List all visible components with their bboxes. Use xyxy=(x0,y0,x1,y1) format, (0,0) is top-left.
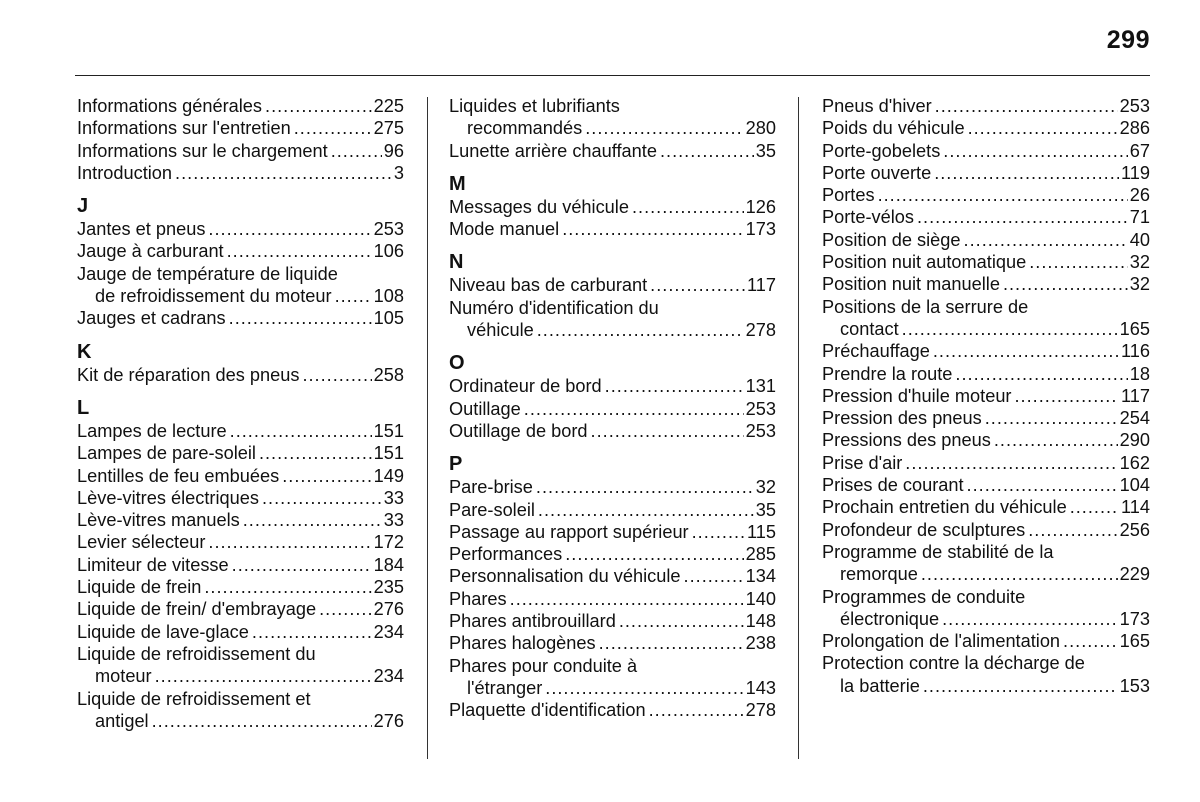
dot-leader xyxy=(660,140,754,162)
dot-leader xyxy=(985,407,1118,429)
index-page-ref: 33 xyxy=(383,510,404,531)
index-entry-text: Profondeur de sculptures xyxy=(822,519,1026,540)
index-entry xyxy=(77,307,404,329)
index-entry xyxy=(77,140,404,162)
index-entry-text: l'étranger xyxy=(467,677,543,698)
dot-leader xyxy=(1015,385,1120,407)
index-entry xyxy=(77,95,404,117)
index-entry xyxy=(822,652,1150,697)
index-page-ref: 278 xyxy=(745,700,776,721)
index-page-ref: 276 xyxy=(373,710,404,731)
index-entry-text: Porte ouverte xyxy=(822,162,932,183)
index-entry-text: Passage au rapport supérieur xyxy=(449,521,689,542)
index-column-3 xyxy=(822,95,1150,697)
index-entry-text: Lève-vitres manuels xyxy=(77,510,240,531)
index-entry xyxy=(449,521,776,543)
dot-leader xyxy=(302,364,371,386)
dot-leader xyxy=(942,608,1118,630)
dot-leader xyxy=(510,588,744,610)
dot-leader xyxy=(204,576,371,598)
index-entry-text: Préchauffage xyxy=(822,341,930,362)
index-entry xyxy=(77,465,404,487)
index-entry xyxy=(822,385,1150,407)
index-entry xyxy=(77,643,404,688)
index-entry xyxy=(822,229,1150,251)
dot-leader xyxy=(591,420,744,442)
dot-leader xyxy=(934,162,1119,184)
index-entry-text: Niveau bas de carburant xyxy=(449,275,648,296)
index-page-ref: 3 xyxy=(393,162,404,183)
index-entry xyxy=(449,610,776,632)
index-entry-text: Limiteur de vitesse xyxy=(77,554,229,575)
index-page-ref: 149 xyxy=(373,465,404,486)
dot-leader xyxy=(649,699,744,721)
index-page-ref: 71 xyxy=(1129,207,1150,228)
dot-leader xyxy=(243,509,382,531)
index-entry-text: Lentilles de feu embuées xyxy=(77,465,280,486)
index-entry-text: Pression d'huile moteur xyxy=(822,385,1012,406)
index-page-ref: 108 xyxy=(373,286,404,307)
dot-leader xyxy=(265,95,372,117)
index-entry-text: Pneus d'hiver xyxy=(822,96,932,116)
index-entry xyxy=(77,531,404,553)
index-entry-text: Jantes et pneus xyxy=(77,219,206,240)
index-entry xyxy=(77,487,404,509)
index-entry-text: Portes xyxy=(822,185,875,206)
index-column-1 xyxy=(77,95,404,732)
index-page-ref: 253 xyxy=(745,420,776,441)
index-page-ref: 173 xyxy=(1119,608,1150,629)
index-entry xyxy=(77,420,404,442)
index-entry-text: Lève-vitres électriques xyxy=(77,487,259,508)
index-page-ref: 140 xyxy=(745,588,776,609)
index-entry-text: Liquide de frein/ d'embrayage xyxy=(77,599,317,620)
dot-leader xyxy=(1063,630,1118,652)
index-entry xyxy=(822,363,1150,385)
index-page-ref: 276 xyxy=(373,599,404,620)
index-entry-text: contact xyxy=(840,318,899,339)
dot-leader xyxy=(335,285,372,307)
index-entry-text: Porte-gobelets xyxy=(822,140,941,161)
index-entry xyxy=(822,452,1150,474)
index-entry xyxy=(77,554,404,576)
index-entry-text: Prise d'air xyxy=(822,452,903,473)
dot-leader xyxy=(1003,273,1128,295)
dot-leader xyxy=(259,442,372,464)
index-page-ref: 254 xyxy=(1119,408,1150,429)
index-entry-text: Jauge à carburant xyxy=(77,241,224,262)
dot-leader xyxy=(599,632,744,654)
index-entry-text: Prendre la route xyxy=(822,363,953,384)
index-entry xyxy=(449,655,776,700)
dot-leader xyxy=(955,363,1127,385)
dot-leader xyxy=(565,543,743,565)
index-entry xyxy=(449,95,776,140)
index-entry xyxy=(822,496,1150,518)
index-page-ref: 35 xyxy=(755,499,776,520)
dot-leader xyxy=(155,665,372,687)
dot-leader xyxy=(319,598,372,620)
dot-leader xyxy=(152,710,372,732)
index-page-ref: 134 xyxy=(745,566,776,587)
index-page-ref: 143 xyxy=(745,677,776,698)
index-entry-text: remorque xyxy=(840,564,918,585)
dot-leader xyxy=(585,117,743,139)
index-page-ref: 115 xyxy=(747,521,776,542)
index-entry-text: Protection contre la décharge de xyxy=(822,653,1085,674)
index-entry-text: Informations sur l'entretien xyxy=(77,118,291,139)
index-entry-text: Numéro d'identification du xyxy=(449,297,659,318)
index-entry-text: Phares halogènes xyxy=(449,633,596,654)
index-entry-text: moteur xyxy=(95,666,152,687)
index-entry xyxy=(822,340,1150,362)
index-entry xyxy=(77,621,404,643)
index-column-2 xyxy=(449,95,776,722)
index-page-ref: 286 xyxy=(1119,118,1150,139)
index-entry-text: Poids du véhicule xyxy=(822,118,965,139)
index-page-ref: 278 xyxy=(745,320,776,341)
dot-leader xyxy=(933,340,1119,362)
dot-leader xyxy=(902,318,1118,340)
dot-leader xyxy=(917,206,1128,228)
dot-leader xyxy=(943,140,1127,162)
dot-leader xyxy=(562,218,743,240)
index-entry xyxy=(77,162,404,184)
index-entry xyxy=(822,586,1150,631)
dot-leader xyxy=(878,184,1128,206)
index-entry xyxy=(77,240,404,262)
index-entry xyxy=(449,274,776,296)
index-entry xyxy=(822,541,1150,586)
index-entry-text: Liquide de refroidissement du xyxy=(77,643,316,664)
index-page-ref: 256 xyxy=(1119,519,1150,540)
index-entry-text: Pression des pneus xyxy=(822,408,982,429)
index-entry xyxy=(449,699,776,721)
index-page-ref: 172 xyxy=(373,532,404,553)
index-entry-text: Liquide de lave-glace xyxy=(77,621,249,642)
index-page-ref: 32 xyxy=(1129,274,1150,295)
index-entry xyxy=(77,263,404,308)
index-entry-text: Kit de réparation des pneus xyxy=(77,364,300,385)
dot-leader xyxy=(692,521,745,543)
index-page-ref: 26 xyxy=(1129,185,1150,206)
index-entry xyxy=(77,598,404,620)
index-page-ref: 32 xyxy=(1129,252,1150,273)
index-entry xyxy=(822,273,1150,295)
index-page-ref: 184 xyxy=(373,554,404,575)
dot-leader xyxy=(967,474,1118,496)
index-entry-text: Phares antibrouillard xyxy=(449,611,616,632)
index-entry-text: Outillage xyxy=(449,398,521,419)
index-page-ref: 116 xyxy=(1121,341,1150,362)
dot-leader xyxy=(1029,251,1128,273)
column-divider xyxy=(427,97,428,759)
page-number: 299 xyxy=(1106,26,1150,54)
index-entry-text: Personnalisation du véhicule xyxy=(449,566,681,587)
index-section-letter: P xyxy=(449,453,463,476)
dot-leader xyxy=(650,274,745,296)
index-page-ref: 280 xyxy=(745,118,776,139)
dot-leader xyxy=(632,196,744,218)
index-page-ref: 258 xyxy=(373,364,404,385)
index-page-ref: 173 xyxy=(745,219,776,240)
index-entry-text: Liquide de frein xyxy=(77,577,202,598)
index-entry xyxy=(449,499,776,521)
index-entry xyxy=(449,588,776,610)
index-page-ref: 35 xyxy=(755,140,776,161)
index-entry xyxy=(822,162,1150,184)
index-page-ref: 131 xyxy=(745,376,776,397)
index-entry-text: Lampes de lecture xyxy=(77,420,227,441)
index-entry-text: de refroidissement du moteur xyxy=(95,286,332,307)
header-rule xyxy=(75,75,1150,76)
dot-leader xyxy=(252,621,372,643)
index-page-ref: 165 xyxy=(1119,631,1150,652)
column-divider xyxy=(798,97,799,759)
dot-leader xyxy=(605,375,744,397)
index-page-ref: 238 xyxy=(745,633,776,654)
index-page-ref: 33 xyxy=(383,487,404,508)
index-page-ref: 126 xyxy=(745,196,776,217)
index-page-ref: 253 xyxy=(1119,96,1150,116)
dot-leader xyxy=(968,117,1118,139)
index-entry-text: Pare-brise xyxy=(449,477,533,498)
dot-leader xyxy=(208,531,371,553)
index-entry-text: Introduction xyxy=(77,162,173,183)
index-entry xyxy=(822,206,1150,228)
index-entry-text: Jauges et cadrans xyxy=(77,308,226,329)
dot-leader xyxy=(538,499,754,521)
index-entry xyxy=(449,565,776,587)
index-entry-text: Programmes de conduite xyxy=(822,586,1026,607)
index-entry xyxy=(822,474,1150,496)
index-entry-text: Messages du véhicule xyxy=(449,196,629,217)
index-entry xyxy=(77,576,404,598)
index-page-ref: 96 xyxy=(383,140,404,161)
index-page-ref: 105 xyxy=(373,308,404,329)
index-entry-text: Plaquette d'identification xyxy=(449,700,646,721)
dot-leader xyxy=(545,677,743,699)
index-entry xyxy=(822,95,1150,117)
index-entry xyxy=(449,476,776,498)
index-entry-text: Ordinateur de bord xyxy=(449,376,602,397)
index-entry xyxy=(822,519,1150,541)
index-entry-text: Lunette arrière chauffante xyxy=(449,140,657,161)
index-page-ref: 40 xyxy=(1129,229,1150,250)
index-page-ref: 117 xyxy=(747,275,776,296)
index-entry-text: Levier sélecteur xyxy=(77,532,206,553)
dot-leader xyxy=(905,452,1117,474)
dot-leader xyxy=(282,465,371,487)
dot-leader xyxy=(294,117,372,139)
index-section-letter: L xyxy=(77,396,90,419)
index-entry-text: Position nuit manuelle xyxy=(822,274,1000,295)
dot-leader xyxy=(536,476,754,498)
dot-leader xyxy=(537,319,744,341)
index-page-ref: 162 xyxy=(1119,452,1150,473)
index-page-ref: 234 xyxy=(373,666,404,687)
index-entry xyxy=(822,429,1150,451)
index-entry-text: Position de siège xyxy=(822,229,961,250)
dot-leader xyxy=(619,610,744,632)
index-page-ref: 119 xyxy=(1121,162,1150,183)
index-entry-text: Prochain entretien du véhicule xyxy=(822,497,1067,518)
dot-leader xyxy=(175,162,392,184)
index-entry-text: Positions de la serrure de xyxy=(822,296,1029,317)
index-entry xyxy=(449,375,776,397)
index-page-ref: 229 xyxy=(1119,564,1150,585)
index-page-ref: 275 xyxy=(373,118,404,139)
dot-leader xyxy=(964,229,1128,251)
index-entry xyxy=(77,364,404,386)
index-entry-text: Porte-vélos xyxy=(822,207,914,228)
index-entry-text: Lampes de pare-soleil xyxy=(77,443,256,464)
index-page-ref: 151 xyxy=(373,443,404,464)
index-entry-text: véhicule xyxy=(467,320,534,341)
index-entry xyxy=(822,296,1150,341)
index-section-letter: N xyxy=(449,251,464,274)
index-entry-text: antigel xyxy=(95,710,149,731)
index-entry-text: Phares pour conduite à xyxy=(449,655,638,676)
index-section-letter: J xyxy=(77,195,89,218)
index-entry-text: recommandés xyxy=(467,118,583,139)
index-page-ref: 153 xyxy=(1119,675,1150,696)
index-entry-text: Informations générales xyxy=(77,96,263,116)
dot-leader xyxy=(208,218,371,240)
index-entry xyxy=(822,251,1150,273)
index-entry-text: Performances xyxy=(449,544,563,565)
index-entry xyxy=(449,196,776,218)
dot-leader xyxy=(232,554,372,576)
index-entry-text: Phares xyxy=(449,588,507,609)
index-page-ref: 290 xyxy=(1119,430,1150,451)
index-page-ref: 114 xyxy=(1121,497,1150,518)
index-entry xyxy=(77,688,404,733)
index-entry xyxy=(449,218,776,240)
dot-leader xyxy=(262,487,382,509)
dot-leader xyxy=(1028,519,1117,541)
index-entry-text: Liquide de refroidissement et xyxy=(77,688,311,709)
index-page-ref: 253 xyxy=(373,219,404,240)
dot-leader xyxy=(331,140,382,162)
index-entry xyxy=(822,407,1150,429)
index-section-letter: M xyxy=(449,172,466,195)
index-page-ref: 18 xyxy=(1129,363,1150,384)
index-entry-text: Position nuit automatique xyxy=(822,252,1027,273)
index-entry xyxy=(77,442,404,464)
index-entry-text: Programme de stabilité de la xyxy=(822,541,1054,562)
index-entry-text: Prolongation de l'alimentation xyxy=(822,631,1061,652)
index-entry xyxy=(449,543,776,565)
index-entry-text: la batterie xyxy=(840,675,920,696)
dot-leader xyxy=(994,429,1118,451)
index-entry xyxy=(822,117,1150,139)
index-entry xyxy=(822,140,1150,162)
index-entry-text: Prises de courant xyxy=(822,475,964,496)
index-page-ref: 148 xyxy=(745,611,776,632)
index-entry-text: Informations sur le chargement xyxy=(77,140,328,161)
index-section-letter: O xyxy=(449,352,465,375)
index-page-ref: 253 xyxy=(745,398,776,419)
index-entry xyxy=(449,140,776,162)
index-entry-text: Outillage de bord xyxy=(449,420,588,441)
dot-leader xyxy=(229,307,372,329)
index-page-ref: 234 xyxy=(373,621,404,642)
index-entry xyxy=(822,630,1150,652)
index-entry-text: Jauge de température de liquide xyxy=(77,263,338,284)
dot-leader xyxy=(1070,496,1119,518)
index-page-ref: 225 xyxy=(373,96,404,116)
dot-leader xyxy=(923,675,1118,697)
index-entry xyxy=(449,420,776,442)
index-entry-text: Pressions des pneus xyxy=(822,430,991,451)
index-page-ref: 285 xyxy=(745,544,776,565)
index-page-ref: 117 xyxy=(1121,385,1150,406)
index-entry-text: Pare-soleil xyxy=(449,499,535,520)
index-entry xyxy=(449,297,776,342)
index-page-ref: 67 xyxy=(1129,140,1150,161)
index-entry-text: Liquides et lubrifiants xyxy=(449,96,620,116)
index-page-ref: 106 xyxy=(373,241,404,262)
dot-leader xyxy=(921,563,1118,585)
index-entry-text: Mode manuel xyxy=(449,219,560,240)
index-page-ref: 235 xyxy=(373,577,404,598)
index-page-ref: 165 xyxy=(1119,318,1150,339)
dot-leader xyxy=(524,398,744,420)
dot-leader xyxy=(227,240,372,262)
index-entry xyxy=(822,184,1150,206)
index-entry xyxy=(449,398,776,420)
index-entry xyxy=(77,117,404,139)
dot-leader xyxy=(684,565,744,587)
index-page-ref: 32 xyxy=(755,477,776,498)
index-entry xyxy=(77,218,404,240)
index-page-ref: 104 xyxy=(1119,475,1150,496)
index-section-letter: K xyxy=(77,340,92,363)
index-entry-text: électronique xyxy=(840,608,940,629)
index-entry xyxy=(77,509,404,531)
index-page-ref: 151 xyxy=(373,420,404,441)
dot-leader xyxy=(935,95,1118,117)
index-entry xyxy=(449,632,776,654)
dot-leader xyxy=(230,420,372,442)
